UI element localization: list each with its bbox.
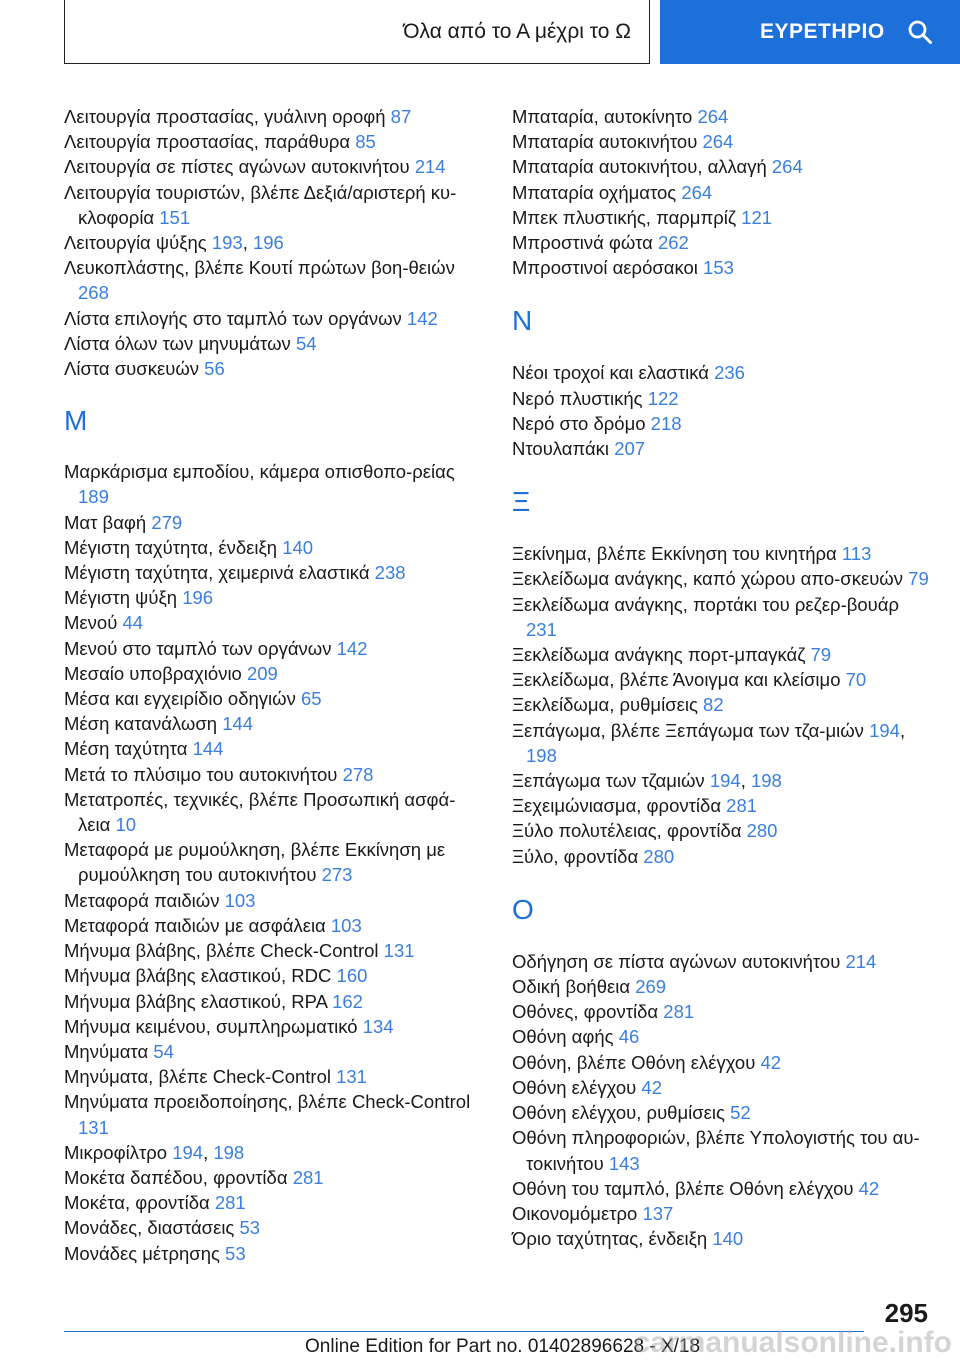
tab-index-label: ΕΥΡΕΤΗΡΙΟ	[760, 20, 885, 43]
index-entry-text: Οθόνες, φροντίδα	[512, 1001, 659, 1023]
index-entry	[512, 1201, 932, 1226]
page-link[interactable]: 160	[336, 965, 368, 987]
index-entry	[64, 459, 484, 509]
index-entry	[64, 837, 484, 887]
page-link[interactable]: 262	[657, 232, 689, 254]
index-entry-text: Μαρκάρισμα εμποδίου, κάμερα οπισθοπο-ρείας	[64, 461, 455, 483]
page-link[interactable]: 122	[647, 387, 679, 409]
page-link[interactable]: 79	[810, 644, 832, 666]
index-entry-text: Ξεχειμώνιασμα, φροντίδα	[512, 795, 722, 817]
page-link[interactable]: 131	[336, 1066, 367, 1088]
index-entry	[64, 711, 484, 736]
page-link[interactable]: 236	[714, 362, 745, 384]
index-entry: Ξεπάγωμα των τζαμιών 194, 198	[512, 770, 782, 792]
index-entry	[64, 356, 484, 381]
page-link[interactable]: 209	[246, 662, 278, 684]
index-entry-text: Οθόνη αφής	[512, 1026, 614, 1048]
index-entry	[64, 306, 484, 331]
index-entry	[512, 154, 932, 179]
index-entry	[64, 585, 484, 610]
page-link[interactable]: 46	[618, 1026, 640, 1048]
index-entry: Ξεπάγωμα, βλέπε Ξεπάγωμα των τζα-μιών 194, 198	[512, 719, 906, 766]
index-entry-text: Μήνυμα κειμένου, συμπληρωματικό	[64, 1015, 358, 1037]
index-entry-text: Μενού στο ταμπλό των οργάνων	[64, 637, 332, 659]
index-entry	[512, 386, 932, 411]
page-link[interactable]: 198	[750, 770, 782, 792]
index-entry	[512, 205, 932, 230]
index-entry	[64, 610, 484, 635]
index-entry	[64, 787, 484, 837]
index-entry-text: Λίστα συσκευών	[64, 358, 200, 380]
index-entry-text: Μήνυμα βλάβης ελαστικού, RDC	[64, 965, 332, 987]
index-column-right	[512, 104, 932, 1251]
index-entry	[512, 592, 932, 642]
page-number: 295	[884, 1298, 928, 1328]
index-entry	[512, 974, 932, 999]
page-link[interactable]: 134	[362, 1015, 394, 1037]
index-entry	[512, 999, 932, 1024]
page-link[interactable]: 113	[841, 543, 872, 565]
index-entry	[512, 1226, 932, 1251]
index-entry-text: Οδική βοήθεια	[512, 976, 631, 998]
index-entry: Λειτουργία ψύξης 193, 196	[64, 232, 284, 254]
index-entry	[64, 1089, 484, 1139]
index-entry: Μικροφίλτρο 194, 198	[64, 1141, 245, 1163]
section-letter: N	[512, 305, 533, 337]
index-entry	[512, 949, 932, 974]
index-entry	[512, 360, 932, 385]
page-link[interactable]: 143	[608, 1152, 640, 1174]
page-link[interactable]: 52	[730, 1102, 751, 1124]
index-entry	[512, 566, 932, 591]
index-entry-text: Μήνυμα βλάβης ελαστικού, RPA	[64, 990, 327, 1012]
index-entry-text: Μετά το πλύσιμο του αυτοκινήτου	[64, 763, 338, 785]
index-entry-text: Λειτουργία προστασίας, γυάλινη οροφή	[64, 106, 386, 127]
index-column-left	[64, 104, 484, 1266]
index-entry	[512, 667, 932, 692]
index-entry-text: Οδήγηση σε πίστα αγώνων αυτοκινήτου	[512, 950, 841, 972]
index-entry	[64, 913, 484, 938]
index-entry-text: Όριο ταχύτητας, ένδειξη	[512, 1228, 708, 1250]
index-entry-text: Μέγιστη ψύξη	[64, 587, 178, 609]
index-entry	[64, 560, 484, 585]
page-link[interactable]: 281	[292, 1166, 324, 1188]
index-entry-text: Οθόνη, βλέπε Οθόνη ελέγχου	[512, 1051, 756, 1073]
page-link[interactable]: 142	[406, 307, 438, 329]
index-entry	[64, 888, 484, 913]
page-link[interactable]: 70	[845, 669, 867, 691]
index-entry	[64, 989, 484, 1014]
index-entry	[512, 1176, 932, 1201]
index-entry-text: Μηνύματα, βλέπε Check-Control	[64, 1066, 331, 1088]
index-entry	[512, 1075, 932, 1100]
index-entry	[64, 1190, 484, 1215]
index-entry-text: Λειτουργία ψύξης	[64, 232, 207, 254]
index-entry-text: Λειτουργία τουριστών, βλέπε Δεξιά/αριστερή κυ-κλοφορία	[64, 181, 457, 228]
index-entry	[512, 1125, 932, 1175]
index-entry	[512, 692, 932, 717]
page-link[interactable]: 140	[712, 1228, 744, 1250]
index-entry	[512, 818, 932, 843]
index-entry-text: Μεταφορά με ρυμούλκηση, βλέπε Εκκίνηση με ρυμούλκηση του αυτοκινήτου	[64, 839, 446, 886]
page-link[interactable]: 65	[301, 688, 322, 710]
index-entry	[64, 1039, 484, 1064]
index-entry	[512, 1050, 932, 1075]
index-entry-text: Οθόνη του ταμπλό, βλέπε Οθόνη ελέγχου	[512, 1177, 854, 1199]
index-entry-text: Λευκοπλάστης, βλέπε Κουτί πρώτων βοη-θειών	[64, 257, 455, 279]
index-entry	[64, 510, 484, 535]
section-letter: O	[512, 893, 534, 925]
index-entry-text: Οθόνη πληροφοριών, βλέπε Υπολογιστής του αυ-τοκινήτου	[512, 1127, 920, 1174]
index-entry	[512, 436, 932, 461]
index-entry-text: Μοκέτα, φροντίδα	[64, 1192, 210, 1214]
page-link[interactable]: 151	[159, 206, 191, 228]
page-link[interactable]: 264	[702, 131, 734, 153]
index-entry	[64, 963, 484, 988]
index-entry	[512, 129, 932, 154]
page-link[interactable]: 218	[650, 412, 682, 434]
page-link[interactable]: 280	[746, 820, 778, 842]
page-link[interactable]: 281	[663, 1001, 695, 1023]
index-entry-text: Μέση κατανάλωση	[64, 713, 218, 735]
page-link[interactable]: 281	[726, 795, 758, 817]
page-link[interactable]: 198	[526, 744, 557, 766]
index-entry-text: Ντουλαπάκι	[512, 438, 610, 460]
index-entry	[64, 1215, 484, 1240]
index-entry-text: Λειτουργία προστασίας, παράθυρα	[64, 131, 351, 153]
index-entry-text: Ξεκίνημα, βλέπε Εκκίνηση του κινητήρα	[512, 543, 837, 565]
page-link[interactable]: 193	[211, 232, 243, 254]
index-entry-text: Μπροστινοί αερόσακοι	[512, 257, 698, 279]
page-link[interactable]: 82	[703, 694, 724, 716]
page-link[interactable]: 231	[526, 618, 557, 640]
page-link[interactable]: 137	[642, 1202, 674, 1224]
page-link[interactable]: 79	[908, 568, 929, 590]
section-letter: Ξ	[512, 486, 531, 518]
page-link[interactable]: 42	[858, 1177, 880, 1199]
index-entry	[512, 411, 932, 436]
index-entry	[512, 793, 932, 818]
index-entry	[512, 642, 932, 667]
page-link[interactable]: 103	[224, 889, 256, 911]
page-link[interactable]: 54	[153, 1040, 174, 1062]
index-entry-text: Ξεπάγωμα, βλέπε Ξεπάγωμα των τζα-μιών	[512, 719, 864, 741]
page-link[interactable]: 198	[213, 1141, 245, 1163]
index-entry-text: Μεσαίο υποβραχιόνιο	[64, 662, 242, 684]
index-entry-text: Λίστα επιλογής στο ταμπλό των οργάνων	[64, 307, 402, 329]
index-entry-text: Ματ βαφή	[64, 511, 147, 533]
edition-text: Online Edition for Part no. 01402896628 - X/18	[305, 1336, 701, 1357]
section-letter: M	[64, 405, 88, 437]
index-entry-text: Μέσα και εγχειρίδιο οδηγιών	[64, 688, 296, 710]
index-entry-text: Μηνύματα	[64, 1040, 149, 1062]
page-link[interactable]: 140	[282, 536, 314, 558]
index-entry-text: Μονάδες, διαστάσεις	[64, 1217, 235, 1239]
page-link[interactable]: 189	[78, 486, 109, 508]
index-entry	[64, 255, 484, 305]
page-link[interactable]: 144	[192, 738, 224, 760]
index-entry-text: Μπαταρία, αυτοκίνητο	[512, 106, 693, 127]
index-entry-text: Μονάδες μέτρησης	[64, 1242, 220, 1264]
index-entry-text: Μέγιστη ταχύτητα, χειμερινά ελαστικά	[64, 562, 370, 584]
index-entry-text: Οθόνη ελέγχου, ρυθμίσεις	[512, 1102, 725, 1124]
index-entry	[512, 230, 932, 255]
index-entry	[512, 180, 932, 205]
index-entry-text: Ξύλο, φροντίδα	[512, 845, 639, 867]
index-entry-text: Μετατροπές, τεχνικές, βλέπε Προσωπική ασφά-λεια	[64, 788, 456, 836]
page-link[interactable]: 238	[374, 562, 406, 584]
index-entry	[64, 661, 484, 686]
page-link[interactable]: 279	[151, 511, 183, 533]
index-entry-text: Ξεπάγωμα των τζαμιών	[512, 770, 705, 792]
index-entry-text: Μέγιστη ταχύτητα, ένδειξη	[64, 536, 278, 558]
index-entry-text: Μέση ταχύτητα	[64, 738, 188, 760]
page-link[interactable]: 194	[709, 770, 741, 792]
search-icon[interactable]	[907, 19, 933, 45]
index-entry-text: Μοκέτα δαπέδου, φροντίδα	[64, 1166, 288, 1188]
index-entry-text: Ξεκλείδωμα, ρυθμίσεις	[512, 694, 698, 716]
index-entry-text: Ξεκλείδωμα ανάγκης, καπό χώρου απο-σκευών	[512, 568, 904, 590]
index-entry-text: Οικονομόμετρο	[512, 1202, 638, 1224]
page-link[interactable]: 194	[869, 719, 900, 741]
page-link[interactable]: 54	[295, 332, 317, 354]
index-entry-text: Λίστα όλων των μηνυμάτων	[64, 332, 291, 354]
page-link[interactable]: 53	[239, 1217, 261, 1239]
index-entry	[64, 938, 484, 963]
page-link[interactable]: 196	[252, 232, 284, 254]
page-link[interactable]: 162	[332, 990, 363, 1012]
page-link[interactable]: 153	[703, 257, 734, 279]
page-link[interactable]: 264	[771, 156, 803, 178]
tab-a-to-z-label: Όλα από το Α μέχρι το Ω	[403, 19, 631, 43]
index-entry	[64, 104, 484, 129]
index-entry-text: Νερό στο δρόμο	[512, 412, 646, 434]
index-entry-text: Νέοι τροχοί και ελαστικά	[512, 362, 709, 384]
index-entry-text: Νερό πλυστικής	[512, 387, 643, 409]
page-link[interactable]: 278	[342, 763, 374, 785]
index-entry	[512, 104, 932, 129]
page-link[interactable]: 194	[172, 1141, 204, 1163]
page-link[interactable]: 264	[681, 181, 713, 203]
page-link[interactable]: 42	[760, 1051, 782, 1073]
page-link[interactable]: 268	[78, 282, 109, 304]
index-entry	[64, 762, 484, 787]
page-link[interactable]: 214	[845, 950, 877, 972]
page-link[interactable]: 103	[330, 914, 362, 936]
page-link[interactable]: 273	[321, 864, 353, 886]
index-entry	[64, 1165, 484, 1190]
index-entry-text: Μήνυμα βλάβης, βλέπε Check-Control	[64, 940, 379, 962]
index-entry	[512, 844, 932, 869]
page-link[interactable]: 144	[222, 713, 254, 735]
index-entry	[512, 255, 932, 280]
index-entry	[64, 129, 484, 154]
page-link[interactable]: 142	[336, 637, 368, 659]
index-entry	[512, 541, 932, 566]
index-entry-text: Οθόνη ελέγχου	[512, 1076, 637, 1098]
page-link[interactable]: 196	[182, 587, 214, 609]
index-entry	[64, 1064, 484, 1089]
page-link[interactable]: 269	[635, 976, 667, 998]
page-link[interactable]: 121	[741, 206, 773, 228]
page-link[interactable]: 281	[214, 1192, 246, 1214]
index-entry	[512, 1100, 932, 1125]
tab-a-to-z[interactable]	[64, 0, 650, 64]
page-link[interactable]: 264	[697, 106, 729, 127]
index-entry-text: Μπαταρία αυτοκινήτου	[512, 131, 698, 153]
index-entry	[64, 736, 484, 761]
index-entry-text: Μπαταρία αυτοκινήτου, αλλαγή	[512, 156, 767, 178]
index-entry	[64, 331, 484, 356]
index-entry-text: Μπροστινά φώτα	[512, 232, 653, 254]
index-entry-text: Μηνύματα προειδοποίησης, βλέπε Check-Control	[64, 1091, 471, 1113]
page-link[interactable]: 10	[115, 814, 137, 836]
page-link[interactable]: 56	[204, 358, 225, 380]
index-entry-text: Λειτουργία σε πίστες αγώνων αυτοκινήτου	[64, 156, 410, 178]
index-entry	[64, 686, 484, 711]
index-entry-text: Μενού	[64, 612, 118, 634]
index-entry	[64, 636, 484, 661]
index-entry-text: Μικροφίλτρο	[64, 1141, 168, 1163]
index-entry-text: Μπαταρία οχήματος	[512, 181, 677, 203]
index-entry-text: Ξεκλείδωμα, βλέπε Άνοιγμα και κλείσιμο	[512, 669, 841, 691]
index-entry-text: Μεταφορά παιδιών με ασφάλεια	[64, 914, 326, 936]
index-entry	[64, 1241, 484, 1266]
page-link[interactable]: 53	[225, 1242, 246, 1264]
index-entry	[64, 154, 484, 179]
page-link[interactable]: 44	[122, 612, 144, 634]
page-link[interactable]: 131	[78, 1116, 109, 1138]
index-entry-text: Ξεκλείδωμα ανάγκης πορτ-μπαγκάζ	[512, 644, 806, 666]
index-entry	[64, 180, 484, 230]
page-link[interactable]: 87	[390, 106, 412, 127]
page-link[interactable]: 207	[614, 438, 646, 460]
page-link[interactable]: 42	[641, 1076, 662, 1098]
tab-index[interactable]	[660, 0, 960, 64]
index-entry	[64, 535, 484, 560]
index-entry-text: Ξύλο πολυτέλειας, φροντίδα	[512, 820, 742, 842]
index-entry-text: Ξεκλείδωμα ανάγκης, πορτάκι του ρεζερ-βουάρ	[512, 593, 900, 615]
index-entry	[64, 1014, 484, 1039]
page-link[interactable]: 280	[643, 845, 675, 867]
index-entry-text: Μπεκ πλυστικής, παρμπρίζ	[512, 206, 737, 228]
page-link[interactable]: 85	[355, 131, 376, 153]
index-entry-text: Μεταφορά παιδιών	[64, 889, 220, 911]
watermark: carmanualsonline.info	[633, 1326, 952, 1359]
page-link[interactable]: 214	[414, 156, 446, 178]
page-link[interactable]: 131	[383, 940, 415, 962]
index-entry	[512, 1024, 932, 1049]
